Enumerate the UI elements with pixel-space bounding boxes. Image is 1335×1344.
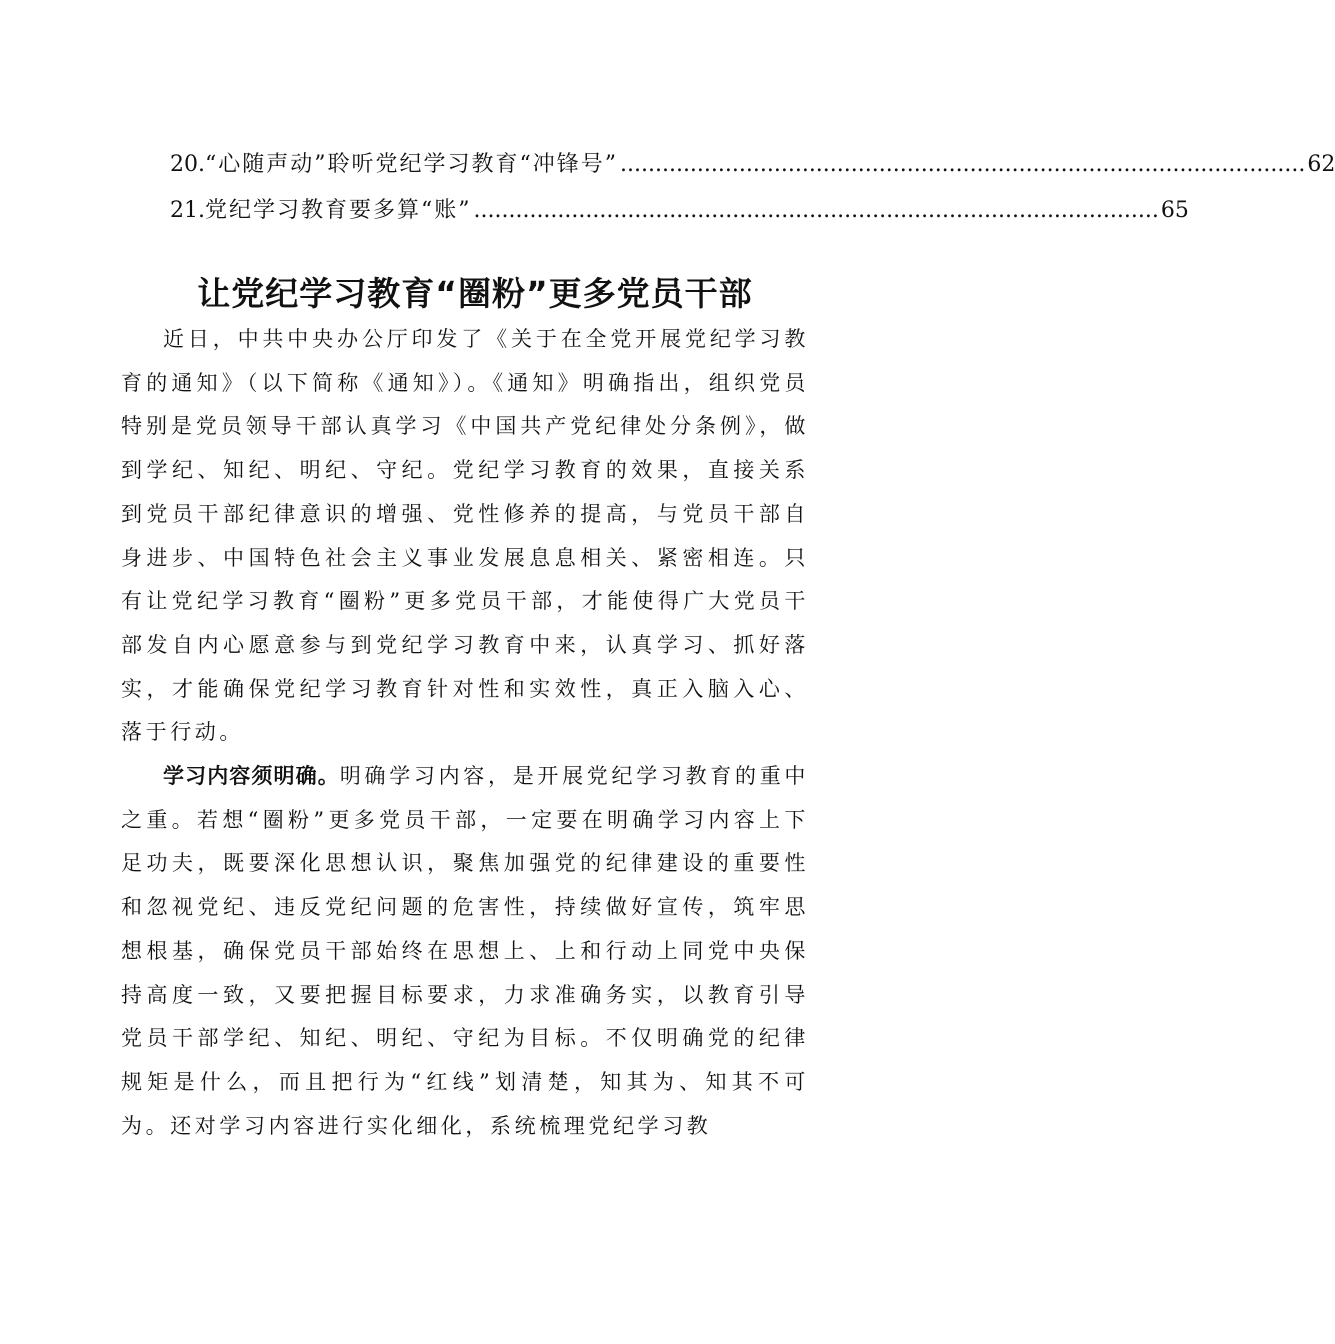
toc-entry[interactable] [170,142,1335,188]
toc-entry[interactable] [170,188,1189,234]
paragraph-text: 近日，中共中央办公厅印发了《关于在全党开展党纪学习教育的通知》（以下简称《通知》）。《通知》明确指出，组织党员特别是党员领导干部认真学习《中国共产党纪律处分条例》，做到学纪、知纪、明纪、守纪。党纪学习教育的效果，直接关系到党员干部纪律意识的增强、党性修养的提高，与党员干部自身进步、中国特色社会主义事业发展息息相关、紧密相连。只有让党纪学习教育“圈粉”更多党员干部，才能使得广大党员干部发自内心愿意参与到党纪学习教育中来，认真学习、抓好落实，才能确保党纪学习教育针对性和实效性，真正入脑入心、落于行动。 [121,327,809,745]
toc-entry-number: 21. [170,198,205,223]
paragraph [121,318,809,755]
toc-entry-number: 20. [170,152,205,177]
paragraph-text: 明确学习内容，是开展党纪学习教育的重中之重。若想“圈粉”更多党员干部，一定要在明确学习内容上下足功夫，既要深化思想认识，聚焦加强党的纪律建设的重要性和忽视党纪、违反党纪问题的危害性，持续做好宣传，筑牢思想根基，确保党员干部始终在思想上、上和行动上同党中央保持高度一致，又要把握目标要求，力求准确务实，以教育引导党员干部学纪、知纪、明纪、守纪为目标。不仅明确党的纪律规矩是什么，而且把行为“红线”划清楚，知其为、知其不可为。还对学习内容进行实化细化，系统梳理党纪学习教 [121,764,810,1138]
paragraph [121,755,809,1148]
table-of-contents [170,142,1335,234]
toc-entry-title: 党纪学习教育要多算“账” [205,198,472,223]
toc-leader-dots: .................................................................................................. [473,198,1159,223]
article-title: 让党纪学习教育“圈粉”更多党员干部 [197,274,753,313]
toc-entry-title: “心随声动”聆听党纪学习教育“冲锋号” [205,152,618,177]
toc-entry-page: 65 [1160,198,1189,223]
paragraph-lead: 学习内容须明确。 [163,764,340,789]
toc-entry-page: 62 [1307,152,1335,177]
article-body [121,318,809,1148]
toc-leader-dots: .................................................................................................. [620,152,1306,177]
